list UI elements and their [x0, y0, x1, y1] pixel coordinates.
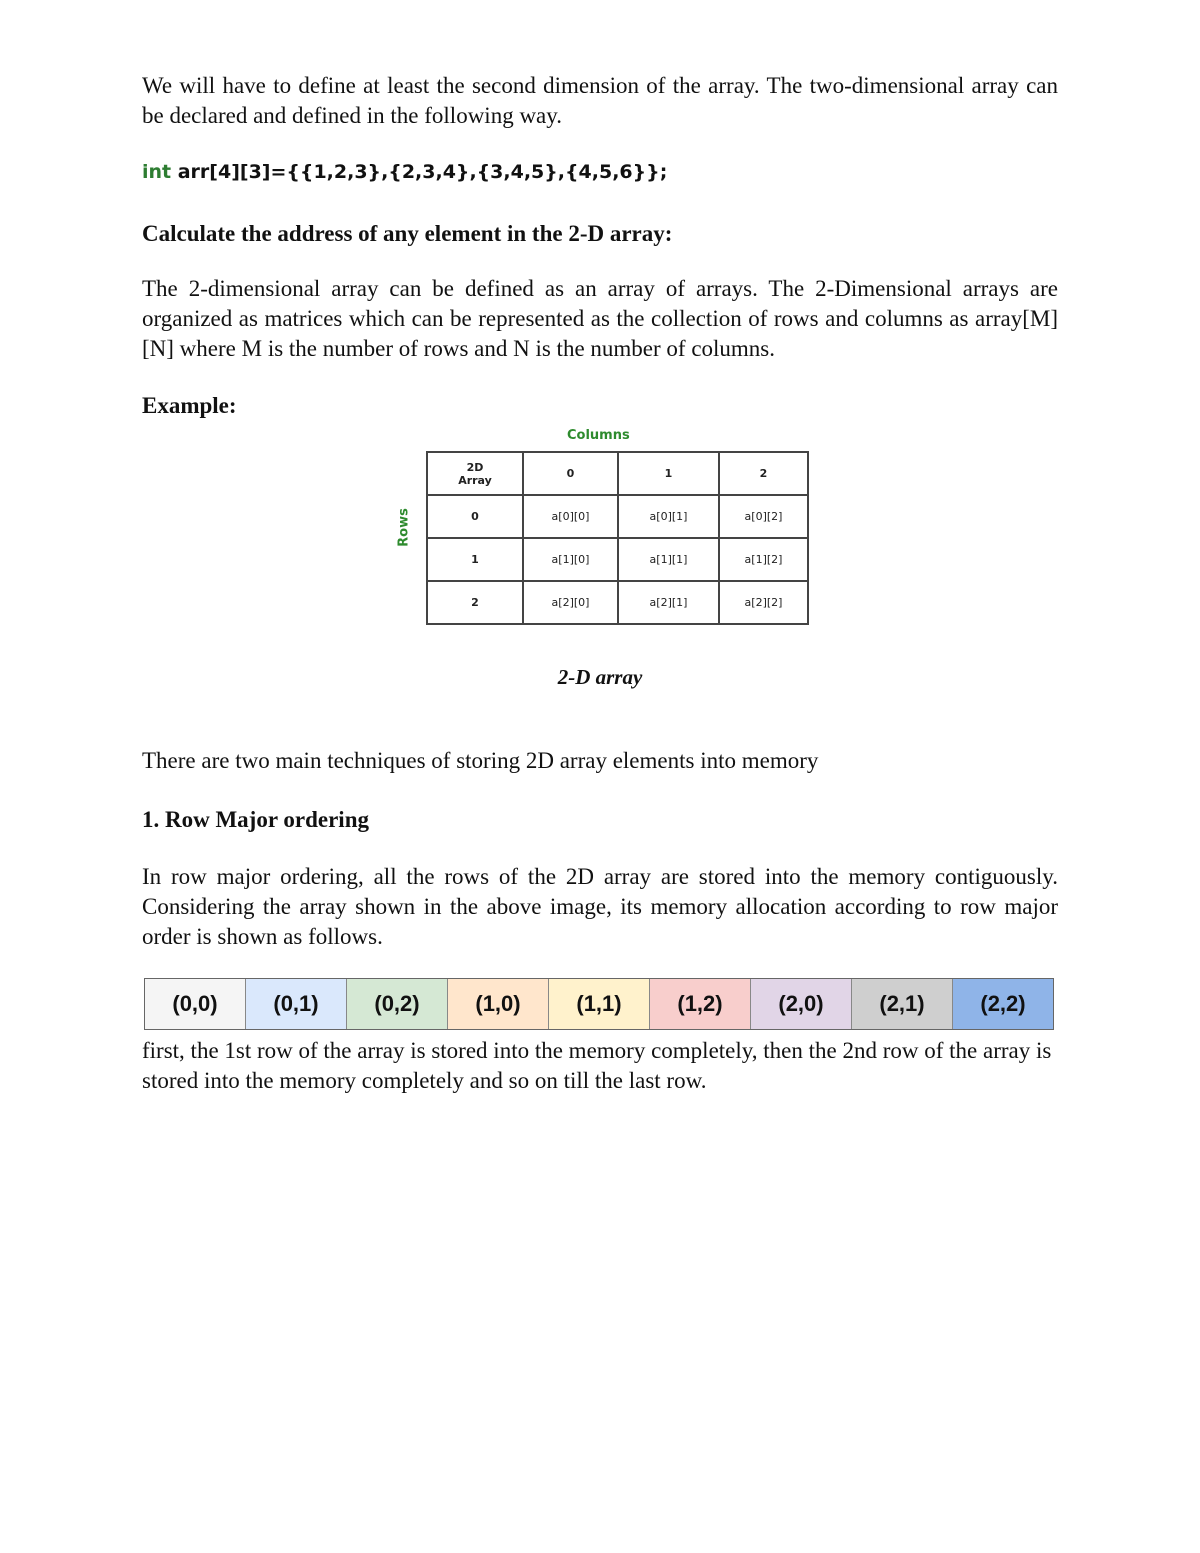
corner-line-2: Array: [458, 473, 492, 487]
columns-label: Columns: [567, 428, 630, 443]
table-header-row: [427, 452, 808, 495]
row-index: 2: [427, 581, 523, 624]
heading-row-major: 1. Row Major ordering: [142, 807, 369, 832]
code-body: arr[4][3]={{1,2,3},{2,3,4},{3,4,5},{4,5,6}};: [171, 161, 668, 183]
row-index: 0: [427, 495, 523, 538]
closing-paragraph: first, the 1st row of the array is stored into the memory completely, then the 2nd row of the array is stored into the memory completely and so on till the last row.: [142, 1038, 1052, 1093]
table-cell: a[0][2]: [719, 495, 808, 538]
corner-cell: [427, 452, 523, 495]
col-header: 1: [618, 452, 719, 495]
heading-calculate-address: Calculate the address of any element in the 2-D array:: [142, 221, 673, 246]
rows-label: Rows: [396, 508, 412, 547]
row-major-paragraph: In row major ordering, all the rows of the 2D array are stored into the memory contiguously. Considering the array shown in the above image, its memory allocation according to row major order is shown as follows.: [142, 864, 1058, 949]
table-cell: a[0][0]: [523, 495, 618, 538]
code-snippet: [142, 158, 667, 186]
row-index: 1: [427, 538, 523, 581]
memory-cell: (1,0): [448, 979, 549, 1029]
table-cell: a[1][2]: [719, 538, 808, 581]
table-cell: a[2][1]: [618, 581, 719, 624]
memory-layout-strip: [144, 978, 1054, 1030]
table-cell: a[1][1]: [618, 538, 719, 581]
memory-cell: (2,1): [852, 979, 953, 1029]
table-cell: a[2][0]: [523, 581, 618, 624]
col-header: 2: [719, 452, 808, 495]
intro-paragraph: We will have to define at least the second dimension of the array. The two-dimensional array can be declared and defined in the following way.: [142, 73, 1058, 128]
array-figure: [142, 424, 1058, 634]
memory-cell: (1,2): [650, 979, 751, 1029]
table-cell: a[1][0]: [523, 538, 618, 581]
corner-line-1: 2D: [466, 460, 484, 474]
figure-caption: 2-D array: [557, 665, 643, 689]
memory-cell: (1,1): [549, 979, 650, 1029]
table-row: [427, 495, 808, 538]
memory-cell: (2,0): [751, 979, 852, 1029]
memory-cell: (0,1): [246, 979, 347, 1029]
array-table: [426, 451, 809, 625]
definition-paragraph: The 2-dimensional array can be defined as an array of arrays. The 2-Dimensional arrays are organized as matrices which can be represented as the collection of rows and columns as array[M][N] where M is the number of rows and N is the number of columns.: [142, 276, 1058, 361]
table-row: [427, 581, 808, 624]
techniques-paragraph: There are two main techniques of storing 2D array elements into memory: [142, 748, 819, 773]
table-cell: a[2][2]: [719, 581, 808, 624]
memory-cell: (2,2): [953, 979, 1053, 1029]
heading-example: Example:: [142, 393, 237, 418]
col-header: 0: [523, 452, 618, 495]
memory-cell: (0,0): [145, 979, 246, 1029]
code-keyword: int: [142, 161, 172, 183]
table-cell: a[0][1]: [618, 495, 719, 538]
table-row: [427, 538, 808, 581]
memory-cell: (0,2): [347, 979, 448, 1029]
